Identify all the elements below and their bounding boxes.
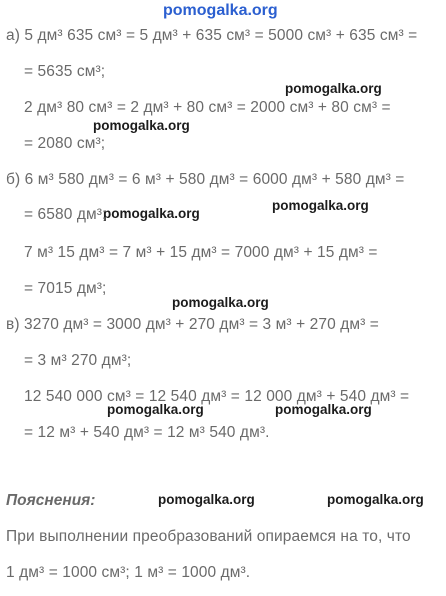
solution-line-b2 bbox=[24, 244, 378, 262]
line-text: 6 м³ 580 дм³ = 6 м³ + 580 дм³ = 6000 дм³ + 580 дм³ = bbox=[24, 171, 405, 188]
watermark: pomogalka.org bbox=[107, 402, 204, 417]
solution-line-b2-result bbox=[24, 280, 106, 298]
solution-line-a2 bbox=[24, 99, 391, 117]
solution-line-b1 bbox=[6, 171, 404, 189]
line-text: = 3 м³ 270 дм³; bbox=[24, 352, 132, 369]
solution-line-a1 bbox=[6, 27, 417, 45]
part-label: б) bbox=[6, 171, 21, 188]
line-text: = 7015 дм³; bbox=[24, 280, 107, 297]
solution-line-b1-result bbox=[24, 206, 106, 224]
part-label: в) bbox=[6, 316, 20, 333]
line-text: 5 дм³ 635 см³ = 5 дм³ + 635 см³ = 5000 см³ + 635 см³ = bbox=[24, 27, 418, 44]
watermark: pomogalka.org bbox=[172, 295, 269, 310]
line-text: 12 540 000 см³ = 12 540 дм³ = 12 000 дм³ + 540 дм³ = bbox=[24, 388, 410, 405]
watermark: pomogalka.org bbox=[93, 118, 190, 133]
solution-line-v1 bbox=[6, 316, 379, 334]
watermark: pomogalka.org bbox=[285, 81, 382, 96]
solution-line-v1-result bbox=[24, 352, 131, 370]
line-text: 2 дм³ 80 см³ = 2 дм³ + 80 см³ = 2000 см³ + 80 см³ = bbox=[24, 99, 391, 116]
watermark: pomogalka.org bbox=[158, 492, 255, 507]
explanation-title: Пояснения: bbox=[6, 492, 96, 509]
line-text: = 12 м³ + 540 дм³ = 12 м³ 540 дм³. bbox=[24, 424, 270, 441]
line-text: = 5635 см³; bbox=[24, 63, 106, 80]
watermark: pomogalka.org bbox=[272, 198, 369, 213]
line-text: = 2080 см³; bbox=[24, 135, 106, 152]
watermark: pomogalka.org bbox=[327, 492, 424, 507]
watermark: pomogalka.org bbox=[275, 402, 372, 417]
line-text: = 6580 дм³; bbox=[24, 206, 107, 223]
watermark-top: pomogalka.org bbox=[163, 2, 278, 19]
part-label: а) bbox=[6, 27, 20, 44]
solution-line-a1-result bbox=[24, 63, 105, 81]
line-text: 3270 дм³ = 3000 дм³ + 270 дм³ = 3 м³ + 270 дм³ = bbox=[24, 316, 379, 333]
solution-line-v2-result bbox=[24, 424, 270, 442]
watermark: pomogalka.org bbox=[103, 206, 200, 221]
solution-line-a2-result bbox=[24, 135, 105, 153]
explanation-line-2: 1 дм³ = 1000 см³; 1 м³ = 1000 дм³. bbox=[6, 564, 251, 581]
solution-line-v2 bbox=[24, 388, 409, 406]
line-text: 7 м³ 15 дм³ = 7 м³ + 15 дм³ = 7000 дм³ + 15 дм³ = bbox=[24, 244, 378, 261]
explanation-line-1: При выполнении преобразований опираемся на то, что bbox=[6, 528, 411, 545]
